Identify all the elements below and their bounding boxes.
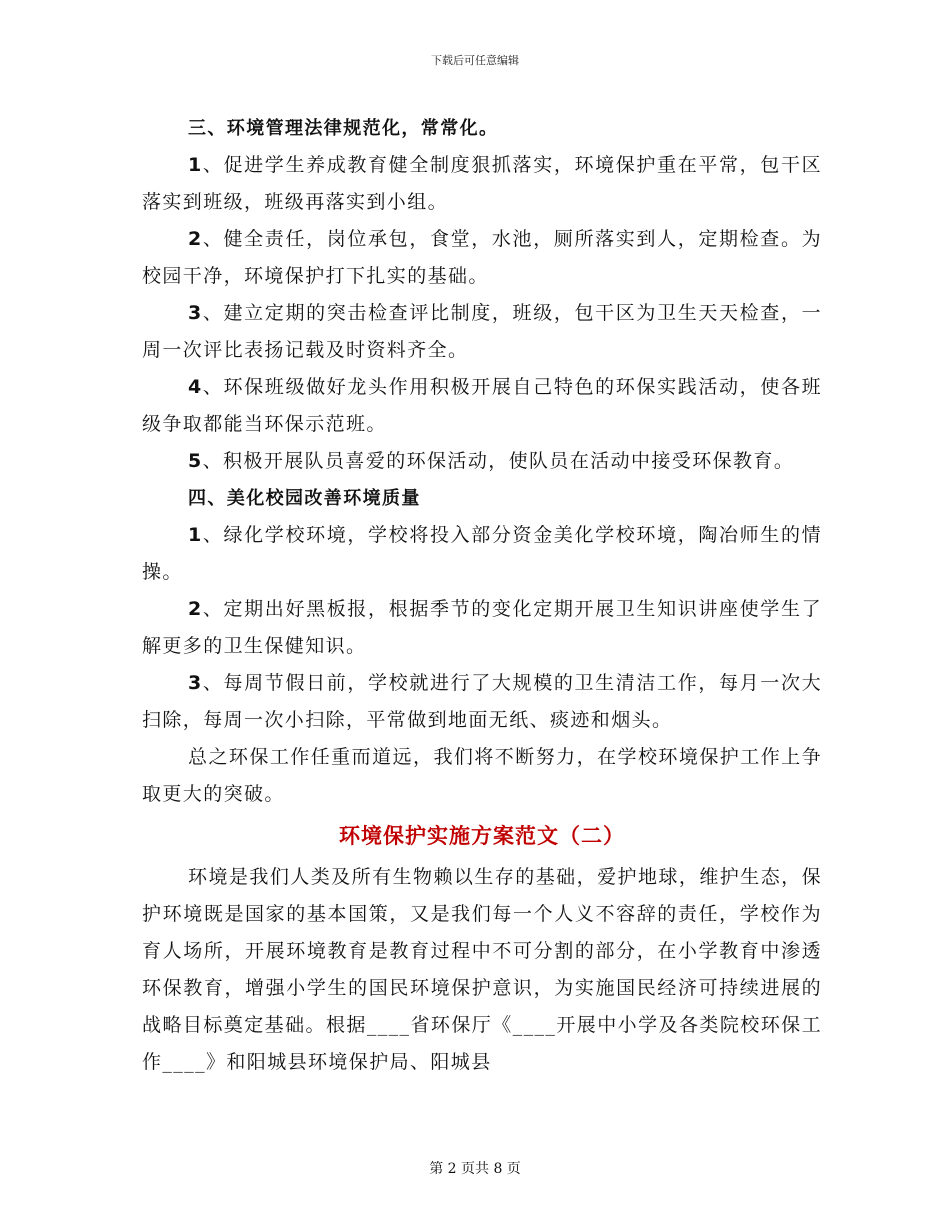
item-number: 4 bbox=[188, 376, 203, 398]
summary-paragraph: 总之环保工作任重而道远，我们将不断努力，在学校环境保护工作上争取更大的突破。 bbox=[142, 746, 822, 805]
item-number: 1 bbox=[188, 524, 203, 546]
item-number: 1 bbox=[188, 154, 203, 176]
item-text: 、每周节假日前，学校就进行了大规模的卫生清洁工作，每月一次大扫除，每周一次小扫除，平常做到地面无纸、痰迹和烟头。 bbox=[142, 672, 822, 731]
item-text: 、环保班级做好龙头作用积极开展自己特色的环保实践活动，使各班级争取都能当环保示范班。 bbox=[142, 376, 822, 435]
item-number: 3 bbox=[188, 672, 203, 694]
section-heading-4: 四、美化校园改善环境质量 bbox=[188, 488, 421, 509]
list-item bbox=[142, 517, 822, 591]
item-text: 、绿化学校环境，学校将投入部分资金美化学校环境，陶冶师生的情操。 bbox=[142, 524, 822, 583]
item-number: 5 bbox=[188, 450, 203, 472]
item-number: 3 bbox=[188, 302, 203, 324]
item-text: 、定期出好黑板报，根据季节的变化定期开展卫生知识讲座使学生了解更多的卫生保健知识。 bbox=[142, 598, 822, 657]
item-text: 、促进学生养成教育健全制度狠抓落实，环境保护重在平常，包干区落实到班级，班级再落实到小组。 bbox=[142, 154, 822, 213]
document-title: 环境保护实施方案范文（二） bbox=[339, 823, 625, 848]
item-text: 、建立定期的突击检查评比制度，班级，包干区为卫生天天检查，一周一次评比表扬记载及时资料齐全。 bbox=[142, 302, 822, 361]
item-number: 2 bbox=[188, 228, 203, 250]
list-item bbox=[142, 665, 822, 739]
list-item bbox=[142, 147, 822, 221]
page-footer: 第 2 页共 8 页 bbox=[429, 1161, 521, 1177]
list-item bbox=[142, 591, 822, 665]
list-item bbox=[142, 295, 822, 369]
item-number: 2 bbox=[188, 598, 203, 620]
list-item bbox=[142, 369, 822, 443]
section-heading-3: 三、环境管理法律规范化，常常化。 bbox=[188, 118, 499, 139]
intro-paragraph: 环境是我们人类及所有生物赖以生存的基础，爱护地球，维护生态，保护环境既是国家的基本国策，又是我们每一个人义不容辞的责任，学校作为育人场所，开展环境教育是教育过程中不可分割的部分，在小学教育中渗透环保教育，增强小学生的国民环境保护意识，为实施国民经济可持续进展的战略目标奠定基础。根据____省环保厅《____开展中小学及各类院校环保工作____》和阳城县环境保护局、阳城县 bbox=[142, 866, 822, 1073]
page-header: 下载后可任意编辑 bbox=[431, 54, 519, 67]
list-item bbox=[142, 443, 822, 480]
list-item bbox=[142, 221, 822, 295]
item-text: 、积极开展队员喜爱的环保活动，使队员在活动中接受环保教育。 bbox=[202, 450, 795, 472]
document-body bbox=[142, 110, 822, 1081]
item-text: 、健全责任，岗位承包，食堂，水池，厕所落实到人，定期检查。为校园干净，环境保护打下扎实的基础。 bbox=[142, 228, 822, 287]
